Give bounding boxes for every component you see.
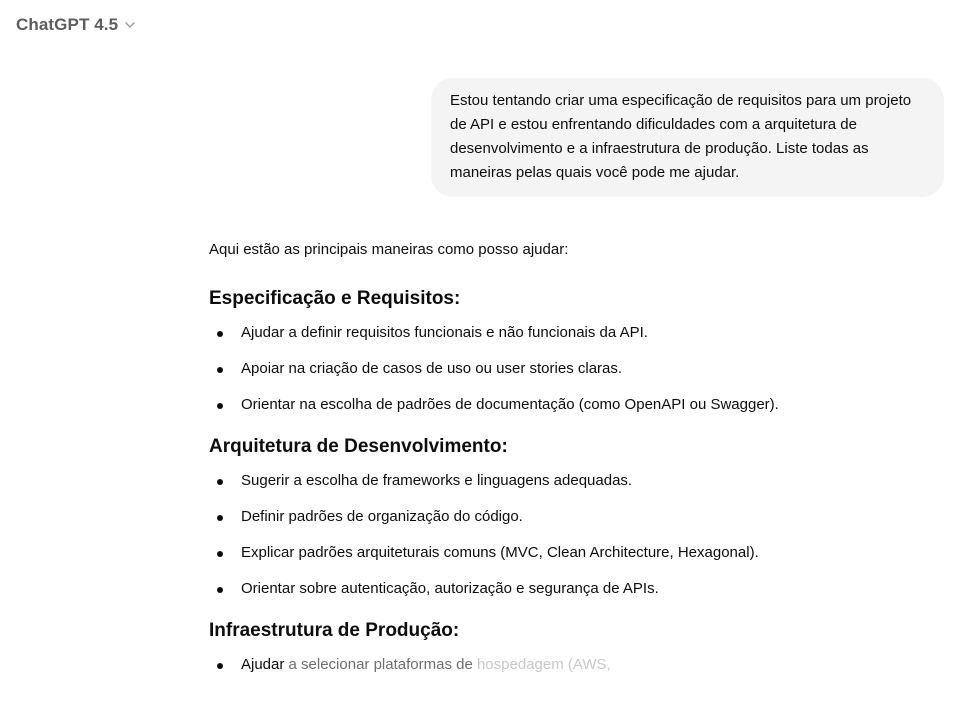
section-heading-especificacao: Especificação e Requisitos: [209, 288, 461, 309]
user-message-text: Estou tentando criar uma especificação de requisitos para um projeto de API e estou enfrentando dificuldades com a arquitetura de desenvolvimento e a infraestrutura de produção. Liste todas as maneiras pelas quais você pode me ajudar. [450, 92, 912, 181]
section-list-arquitetura [209, 469, 829, 601]
list-item: Explicar padrões arquiteturais comuns (MVC, Clean Architecture, Hexagonal). [209, 541, 829, 565]
model-selector[interactable] [16, 12, 136, 38]
model-name: ChatGPT 4.5 [16, 15, 119, 34]
section-heading-infraestrutura: Infraestrutura de Produção: [209, 620, 460, 641]
section-list-infraestrutura [209, 653, 829, 677]
list-item: Orientar na escolha de padrões de documentação (como OpenAPI ou Swagger). [209, 393, 829, 417]
list-item: Ajudar a definir requisitos funcionais e não funcionais da API. [209, 321, 829, 345]
user-message-bubble [431, 78, 944, 197]
assistant-intro: Aqui estão as principais maneiras como posso ajudar: [209, 241, 569, 258]
streaming-list-item [209, 653, 829, 677]
streaming-text-part2: a selecionar plataformas de [288, 656, 477, 673]
list-item: Apoiar na criação de casos de uso ou user stories claras. [209, 357, 829, 381]
list-item: Definir padrões de organização do código. [209, 505, 829, 529]
section-heading-arquitetura: Arquitetura de Desenvolvimento: [209, 436, 508, 457]
list-item: Sugerir a escolha de frameworks e linguagens adequadas. [209, 469, 829, 493]
list-item: Orientar sobre autenticação, autorização e segurança de APIs. [209, 577, 829, 601]
chevron-down-icon [124, 19, 136, 31]
streaming-text-part3: hospedagem (AWS, [476, 656, 611, 673]
assistant-message [209, 238, 829, 677]
streaming-text-part1: Ajudar [241, 656, 289, 673]
section-list-especificacao [209, 321, 829, 417]
